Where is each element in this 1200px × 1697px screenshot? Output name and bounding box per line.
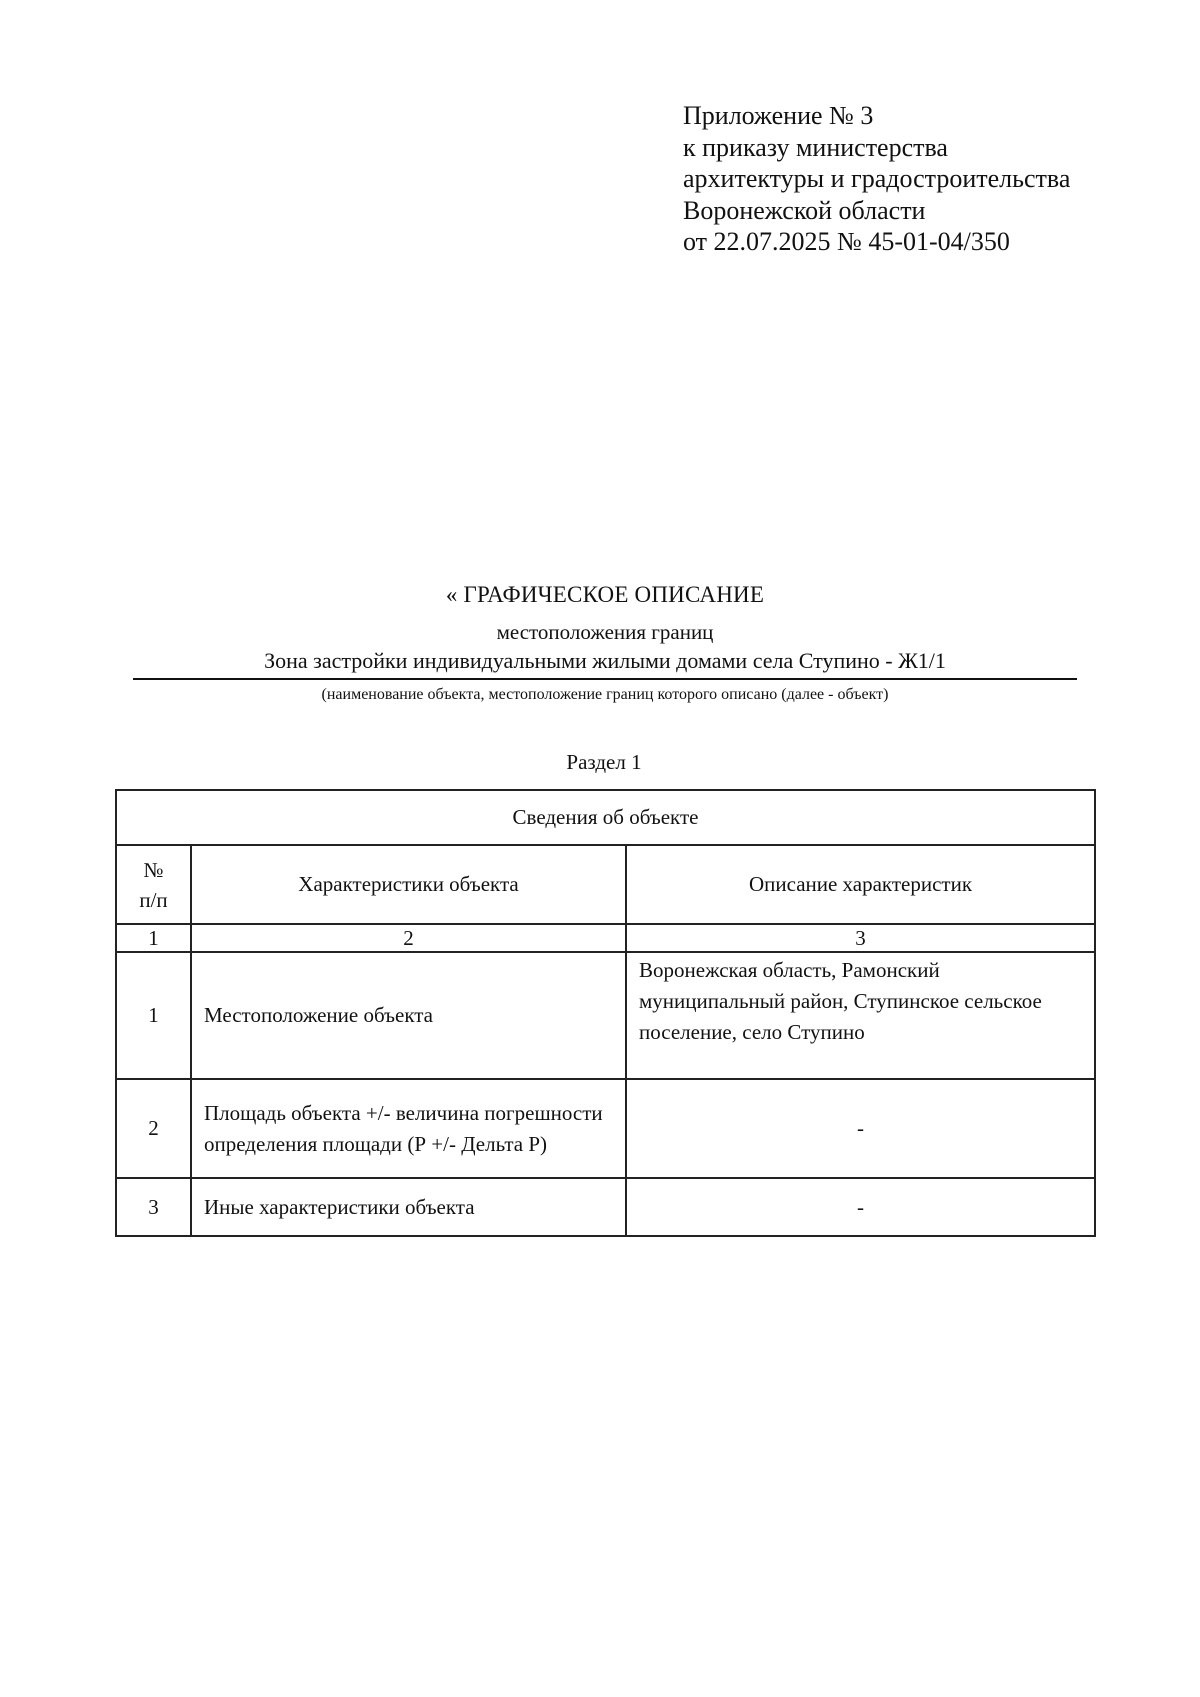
- object-name: Зона застройки индивидуальными жилыми домами села Ступино - Ж1/1: [133, 646, 1077, 680]
- appendix-line-4: Воронежской области: [683, 195, 926, 225]
- document-title: « ГРАФИЧЕСКОЕ ОПИСАНИЕ: [445, 582, 765, 607]
- column-number-1: 1: [116, 924, 191, 952]
- header-characteristics: Характеристики объекта: [191, 845, 626, 924]
- row-description: -: [626, 1178, 1095, 1236]
- column-number-2: 2: [191, 924, 626, 952]
- section-title: Раздел 1: [566, 750, 642, 774]
- row-characteristic: Местоположение объекта: [191, 952, 626, 1079]
- row-characteristic: Иные характеристики объекта: [191, 1178, 626, 1236]
- header-number: [116, 845, 191, 924]
- table-header-row: [116, 845, 1095, 924]
- table-row: [116, 952, 1095, 1079]
- appendix-line-3: архитектуры и градостроительства: [683, 164, 1071, 193]
- appendix-line-5: от 22.07.2025 № 45-01-04/350: [683, 227, 1010, 256]
- header-number-line-1: №: [143, 857, 164, 882]
- row-description: Воронежская область, Рамонский муниципальный район, Ступинское сельское поселение, село Ступино: [626, 952, 1095, 1079]
- appendix-line-2: к приказу министерства: [683, 132, 948, 162]
- table-caption: Сведения об объекте: [116, 790, 1095, 845]
- table-caption-row: [116, 790, 1095, 845]
- row-description: -: [626, 1079, 1095, 1178]
- table-row: [116, 1079, 1095, 1178]
- object-info-table: [115, 789, 1096, 1237]
- appendix-block: [683, 100, 1070, 258]
- table-row: [116, 1178, 1095, 1236]
- row-number: 2: [116, 1079, 191, 1178]
- row-number: 3: [116, 1178, 191, 1236]
- header-number-line-2: п/п: [139, 887, 168, 912]
- column-number-row: [116, 924, 1095, 952]
- row-characteristic: Площадь объекта +/- величина погрешности определения площади (Р +/- Дельта Р): [191, 1079, 626, 1178]
- row-number: 1: [116, 952, 191, 1079]
- document-subtitle: местоположения границ: [496, 620, 714, 644]
- object-name-caption: (наименование объекта, местоположение границ которого описано (далее - объект): [321, 686, 889, 703]
- title-block: [133, 580, 1077, 706]
- appendix-line-1: Приложение № 3: [683, 101, 874, 130]
- header-description: Описание характеристик: [626, 845, 1095, 924]
- column-number-3: 3: [626, 924, 1095, 952]
